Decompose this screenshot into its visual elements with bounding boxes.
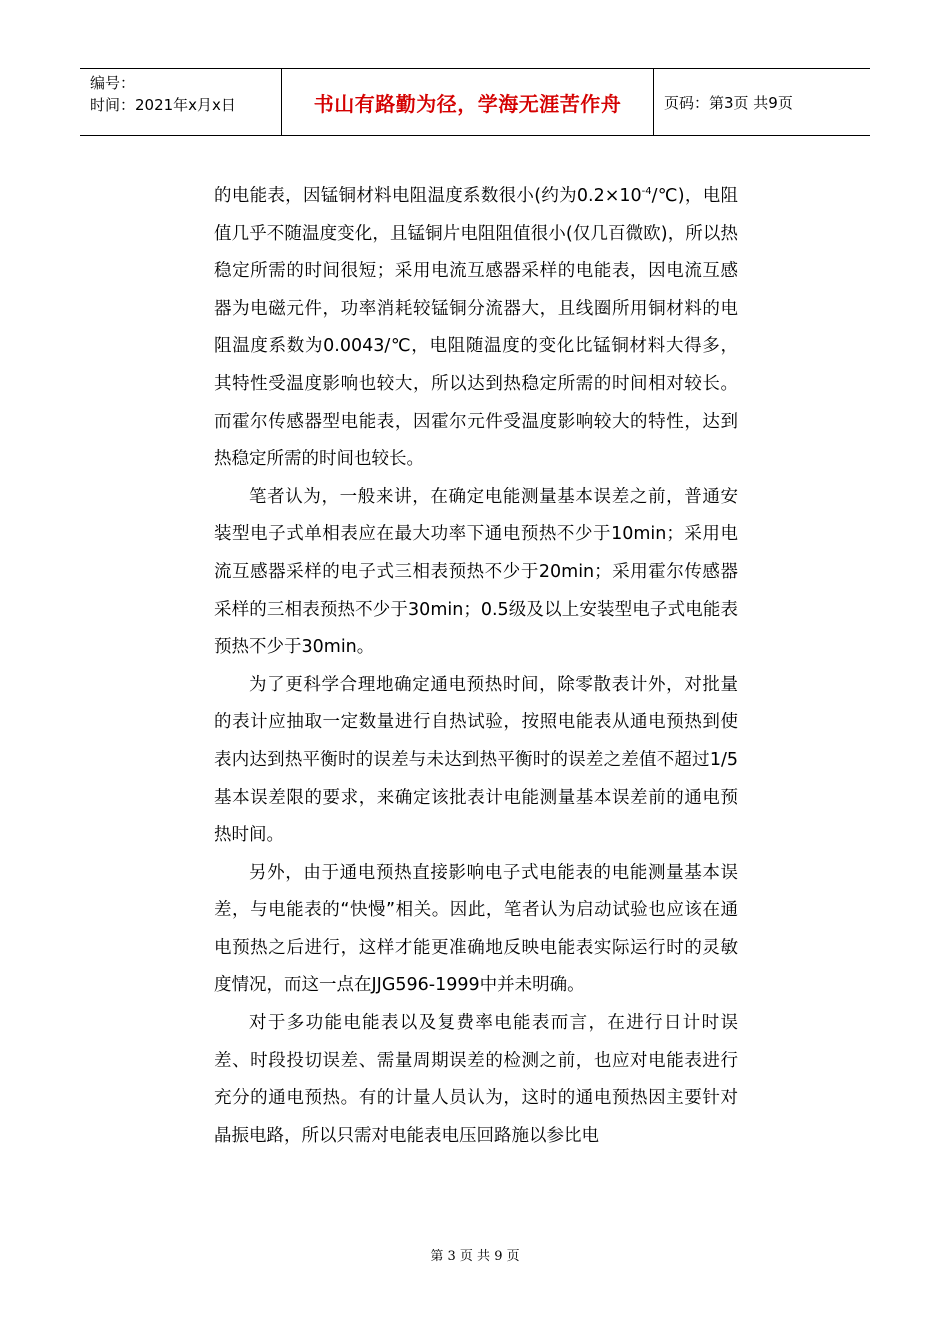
paragraph-1-part-b: /℃)，电阻值几乎不随温度变化，且锰铜片电阻阻值很小(仅几百微欧)，所以热稳定所需的时间很短；采用电流互感器采样的电能表，因电流互感器为电磁元件，功率消耗较锰铜分流器大，且线圈所用铜材料的电阻温度系数为0.0043/℃，电阻随温度的变化比锰铜材料大得多，其特性受温度影响也较大，所以达到热稳定所需的时间相对较长。而霍尔传感器型电能表，因霍尔元件受温度影响较大的特性，达到热稳定所需的时间也较长。 [214, 186, 738, 470]
header-info-cell [80, 69, 282, 135]
paragraph-2: 笔者认为，一般来讲，在确定电能测量基本误差之前，普通安装型电子式单相表应在最大功率下通电预热不少于10min；采用电流互感器采样的电子式三相表预热不少于20min；采用霍尔传感器采样的三相表预热不少于30min；0.5级及以上安装型电子式电能表预热不少于30min。 [214, 486, 738, 658]
number-label: 编号： [90, 74, 136, 92]
page-footer [0, 1245, 950, 1264]
paragraph-1 [214, 178, 738, 479]
page-header [80, 68, 870, 136]
paragraph-1-part-a: 的电能表，因锰铜材料电阻温度系数很小(约为0.2×10 [214, 186, 642, 206]
page-label: 页码：第3页 共9页 [664, 93, 793, 112]
header-motto-cell [282, 69, 654, 135]
date-label: 时间：2021年x月x日 [90, 96, 236, 114]
exponent: -4 [641, 186, 652, 198]
footer-page-number: 第 3 页 共 9 页 [430, 1249, 520, 1264]
motto-text: 书山有路勤为径，学海无涯苦作舟 [313, 91, 622, 116]
paragraph-4: 另外，由于通电预热直接影响电子式电能表的电能测量基本误差，与电能表的“快慢”相关。因此，笔者认为启动试验也应该在通电预热之后进行，这样才能更准确地反映电能表实际运行时的灵敏度情况，而这一点在JJG596-1999中并未明确。 [214, 862, 738, 996]
header-page-cell [654, 69, 870, 135]
paragraph-3: 为了更科学合理地确定通电预热时间，除零散表计外，对批量的表计应抽取一定数量进行自热试验，按照电能表从通电预热到使表内达到热平衡时的误差与未达到热平衡时的误差之差值不超过1/5基本误差限的要求，来确定该批表计电能测量基本误差前的通电预热时间。 [214, 674, 738, 846]
paragraph-5: 对于多功能电能表以及复费率电能表而言，在进行日计时误差、时段投切误差、需量周期误差的检测之前，也应对电能表进行充分的通电预热。有的计量人员认为，这时的通电预热因主要针对晶振电路，所以只需对电能表电压回路施以参比电 [214, 1013, 738, 1146]
document-body [214, 178, 738, 1155]
